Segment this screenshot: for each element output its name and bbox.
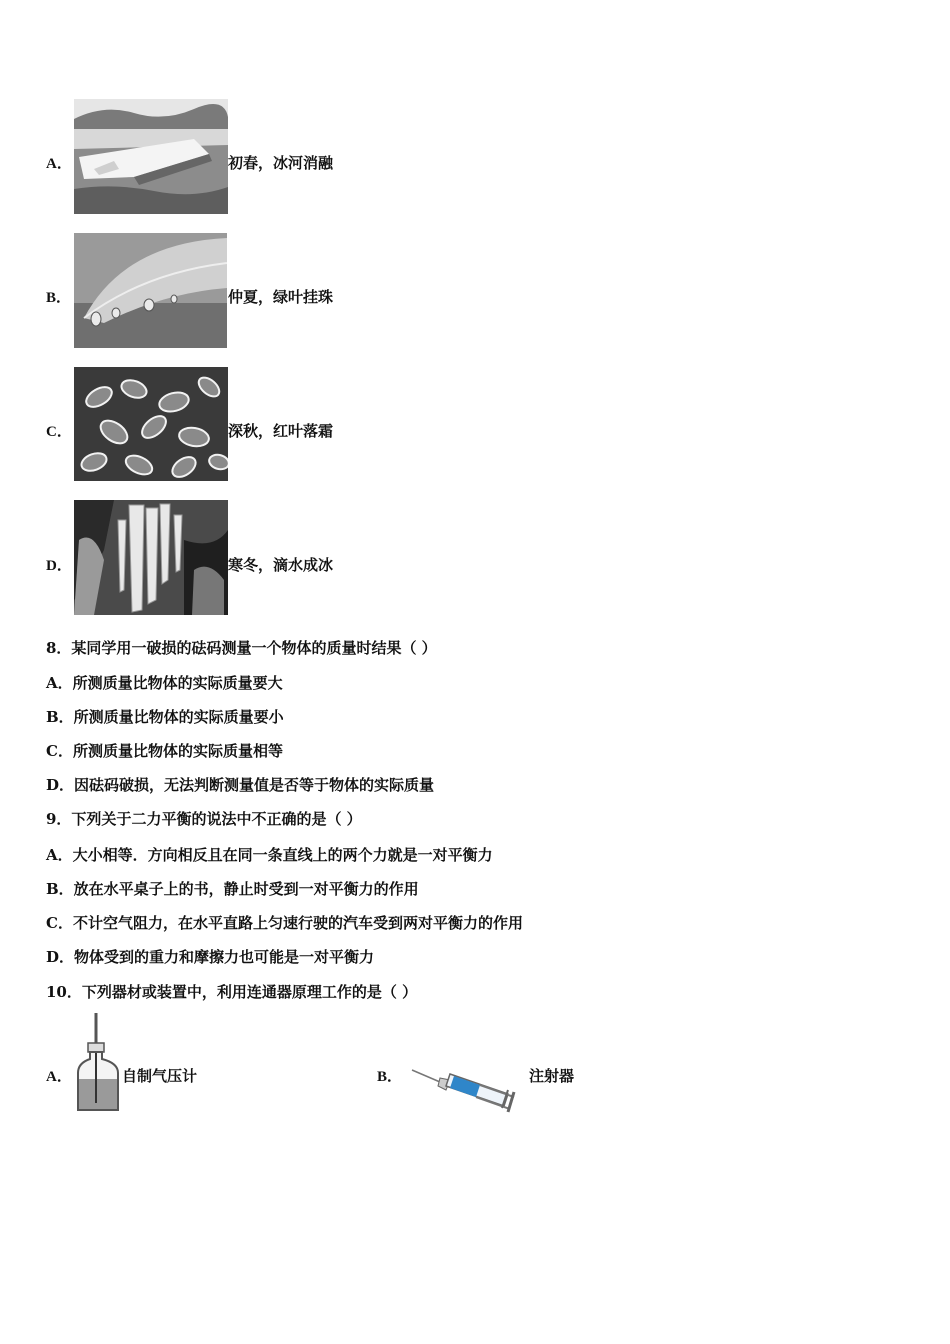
q9-stem: 9．下列关于二力平衡的说法中不正确的是（ ） [46,810,362,828]
leaf-dew-photo [74,233,227,348]
q9-option-c: C．不计空气阻力，在水平直路上匀速行驶的汽车受到两对平衡力的作用 [46,914,523,932]
bottle-barometer-icon [74,1013,122,1113]
q8-option-b: B．所测质量比物体的实际质量要小 [46,708,284,726]
frost-leaves-photo [74,367,228,481]
q10-option-b-letter: B． [377,1069,403,1085]
q8-option-c: C．所测质量比物体的实际质量相等 [46,742,283,760]
q7-option-d-letter: D． [46,558,72,574]
q7-option-c-letter: C． [46,424,72,440]
q10-option-b-caption: 注射器 [529,1067,575,1085]
q7-option-d-caption: 寒冬，滴水成冰 [228,556,334,574]
icicles-photo [74,500,228,615]
q9-option-b: B．放在水平桌子上的书，静止时受到一对平衡力的作用 [46,880,419,898]
q7-option-a-letter: A． [46,156,72,172]
q7-option-b-caption: 仲夏，绿叶挂珠 [228,288,334,306]
q8-option-a: A．所测质量比物体的实际质量要大 [46,674,283,692]
q9-option-d: D．物体受到的重力和摩擦力也可能是一对平衡力 [46,948,375,966]
q7-option-c-caption: 深秋，红叶落霜 [228,422,334,440]
q10-option-a-caption: 自制气压计 [122,1067,198,1085]
ice-river-photo [74,99,228,214]
q10-option-a-letter: A． [46,1069,72,1085]
q8-stem: 8．某同学用一破损的砝码测量一个物体的质量时结果（ ） [46,639,437,657]
syringe-icon [410,1068,522,1114]
q7-option-b-letter: B． [46,290,72,306]
q8-option-d: D．因砝码破损，无法判断测量值是否等于物体的实际质量 [46,776,435,794]
q7-option-a-caption: 初春，冰河消融 [228,154,334,172]
q9-option-a: A．大小相等．方向相反且在同一条直线上的两个力就是一对平衡力 [46,846,493,864]
q10-stem: 10．下列器材或装置中，利用连通器原理工作的是（ ） [46,983,418,1001]
